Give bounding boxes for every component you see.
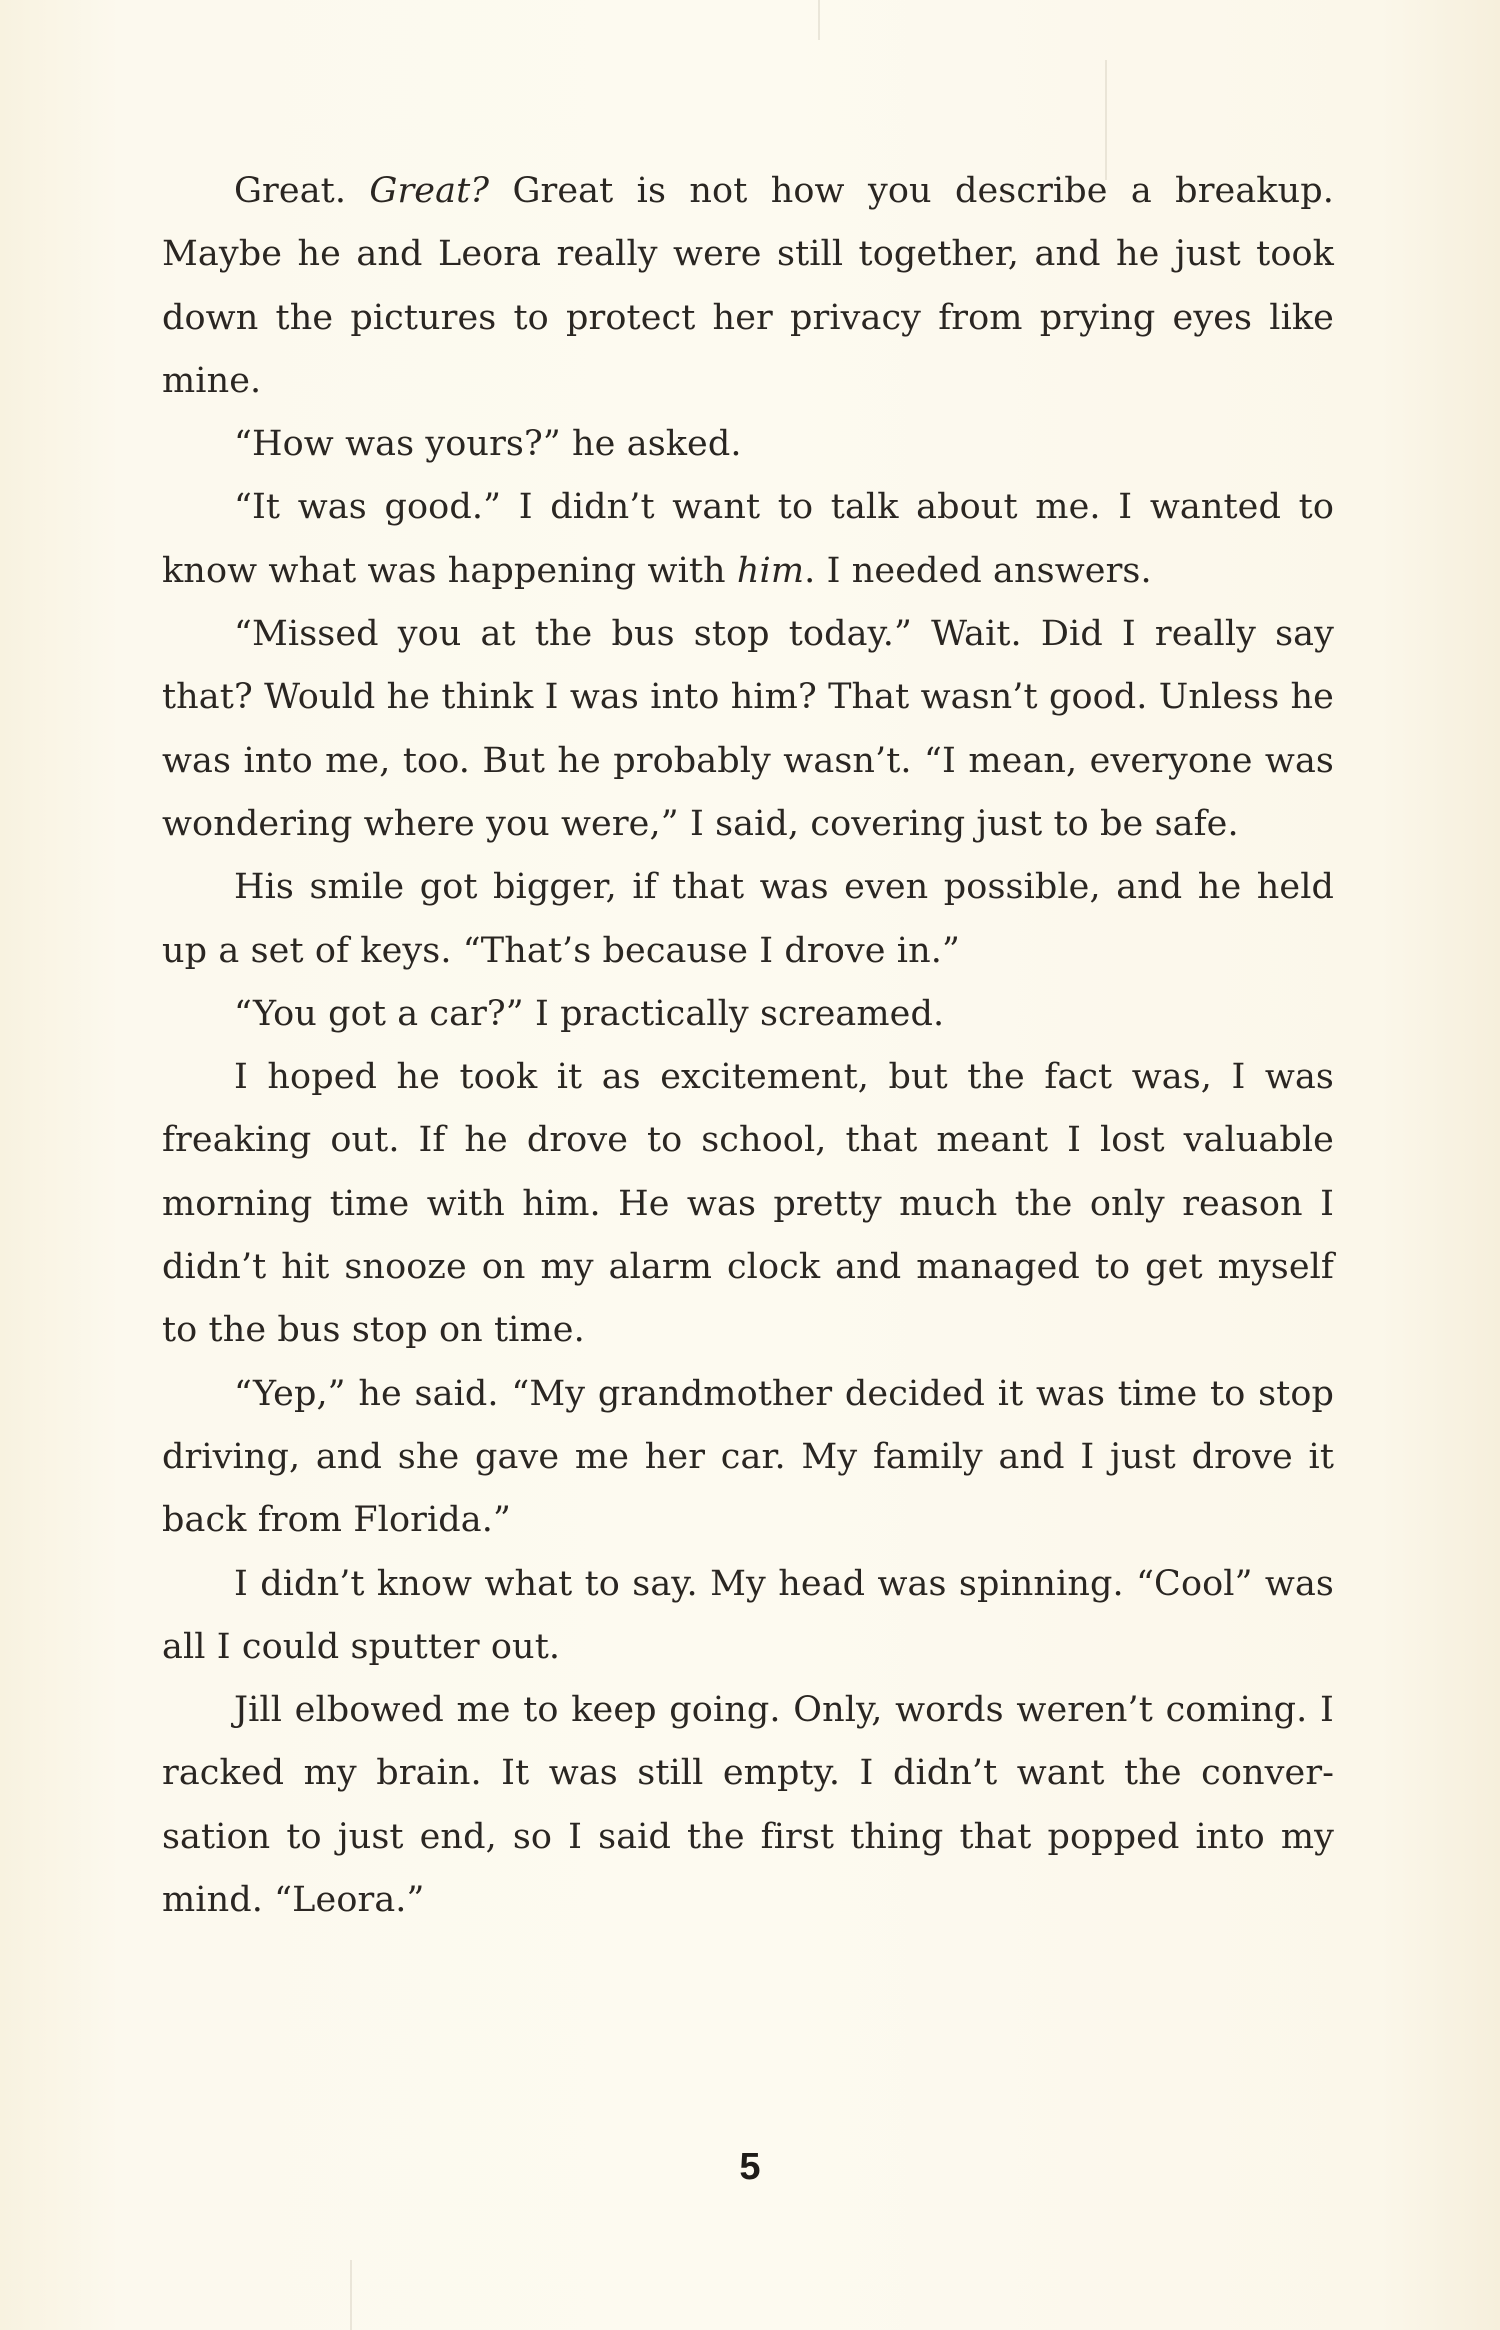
text-segment: “Yep,” he said. “My grandmother decided it was time to stop driving, and she gave me her car. My family and I just drove it back from Florida.” (162, 1373, 1334, 1541)
text-segment: Jill elbowed me to keep going. Only, words weren’t coming. I racked my brain. It was still empty. I didn’t want the conversation to just end, so I said the first thing that popped into my mind. “Leora.” (162, 1690, 1334, 1921)
paragraph (162, 1553, 1334, 1680)
page-crease (818, 0, 820, 40)
page-number: 5 (739, 2146, 761, 2188)
paragraph (162, 856, 1334, 983)
italic-text: him (736, 550, 805, 591)
paragraph (162, 603, 1334, 856)
paragraph (162, 1046, 1334, 1362)
paragraph (162, 1679, 1334, 1932)
text-segment: “You got a car?” I practically screamed. (234, 993, 945, 1034)
text-segment: I hoped he took it as excitement, but the fact was, I was freaking out. If he drove to school, that meant I lost valuable morning time with him. He was pretty much the only reason I didn’t hit snooze on my alarm clock and managed to get myself to the bus stop on time. (162, 1057, 1334, 1351)
page-body-text (162, 160, 1334, 1932)
text-segment: I didn’t know what to say. My head was spinning. “Cool” was all I could sputter out. (162, 1563, 1334, 1667)
italic-text: Great? (369, 171, 490, 211)
paragraph (162, 476, 1334, 603)
paragraph (162, 983, 1334, 1046)
text-segment: “How was yours?” he asked. (234, 424, 742, 465)
text-segment: Great is not how you describe a breakup. Maybe he and Leora really were still together, and he just took down the pictures to protect her privacy from prying eyes like mine. (162, 171, 1334, 401)
text-segment: . I needed answers. (804, 550, 1152, 591)
text-segment: Great. (234, 171, 370, 211)
paragraph (162, 160, 1334, 413)
paragraph (162, 1363, 1334, 1553)
paragraph (162, 413, 1334, 476)
text-segment: “It was good.” I didn’t want to talk about me. I wanted to know what was happening with (162, 487, 1334, 591)
text-segment: “Missed you at the bus stop today.” Wait. Did I really say that? Would he think I was into him? That wasn’t good. Unless he was into me, too. But he probably wasn’t. “I mean, everyone was wondering where you were,” I said, covering just to be safe. (162, 614, 1334, 844)
text-segment: His smile got bigger, if that was even possible, and he held up a set of keys. “That’s because I drove in.” (162, 867, 1334, 971)
page-crease (350, 2260, 352, 2330)
